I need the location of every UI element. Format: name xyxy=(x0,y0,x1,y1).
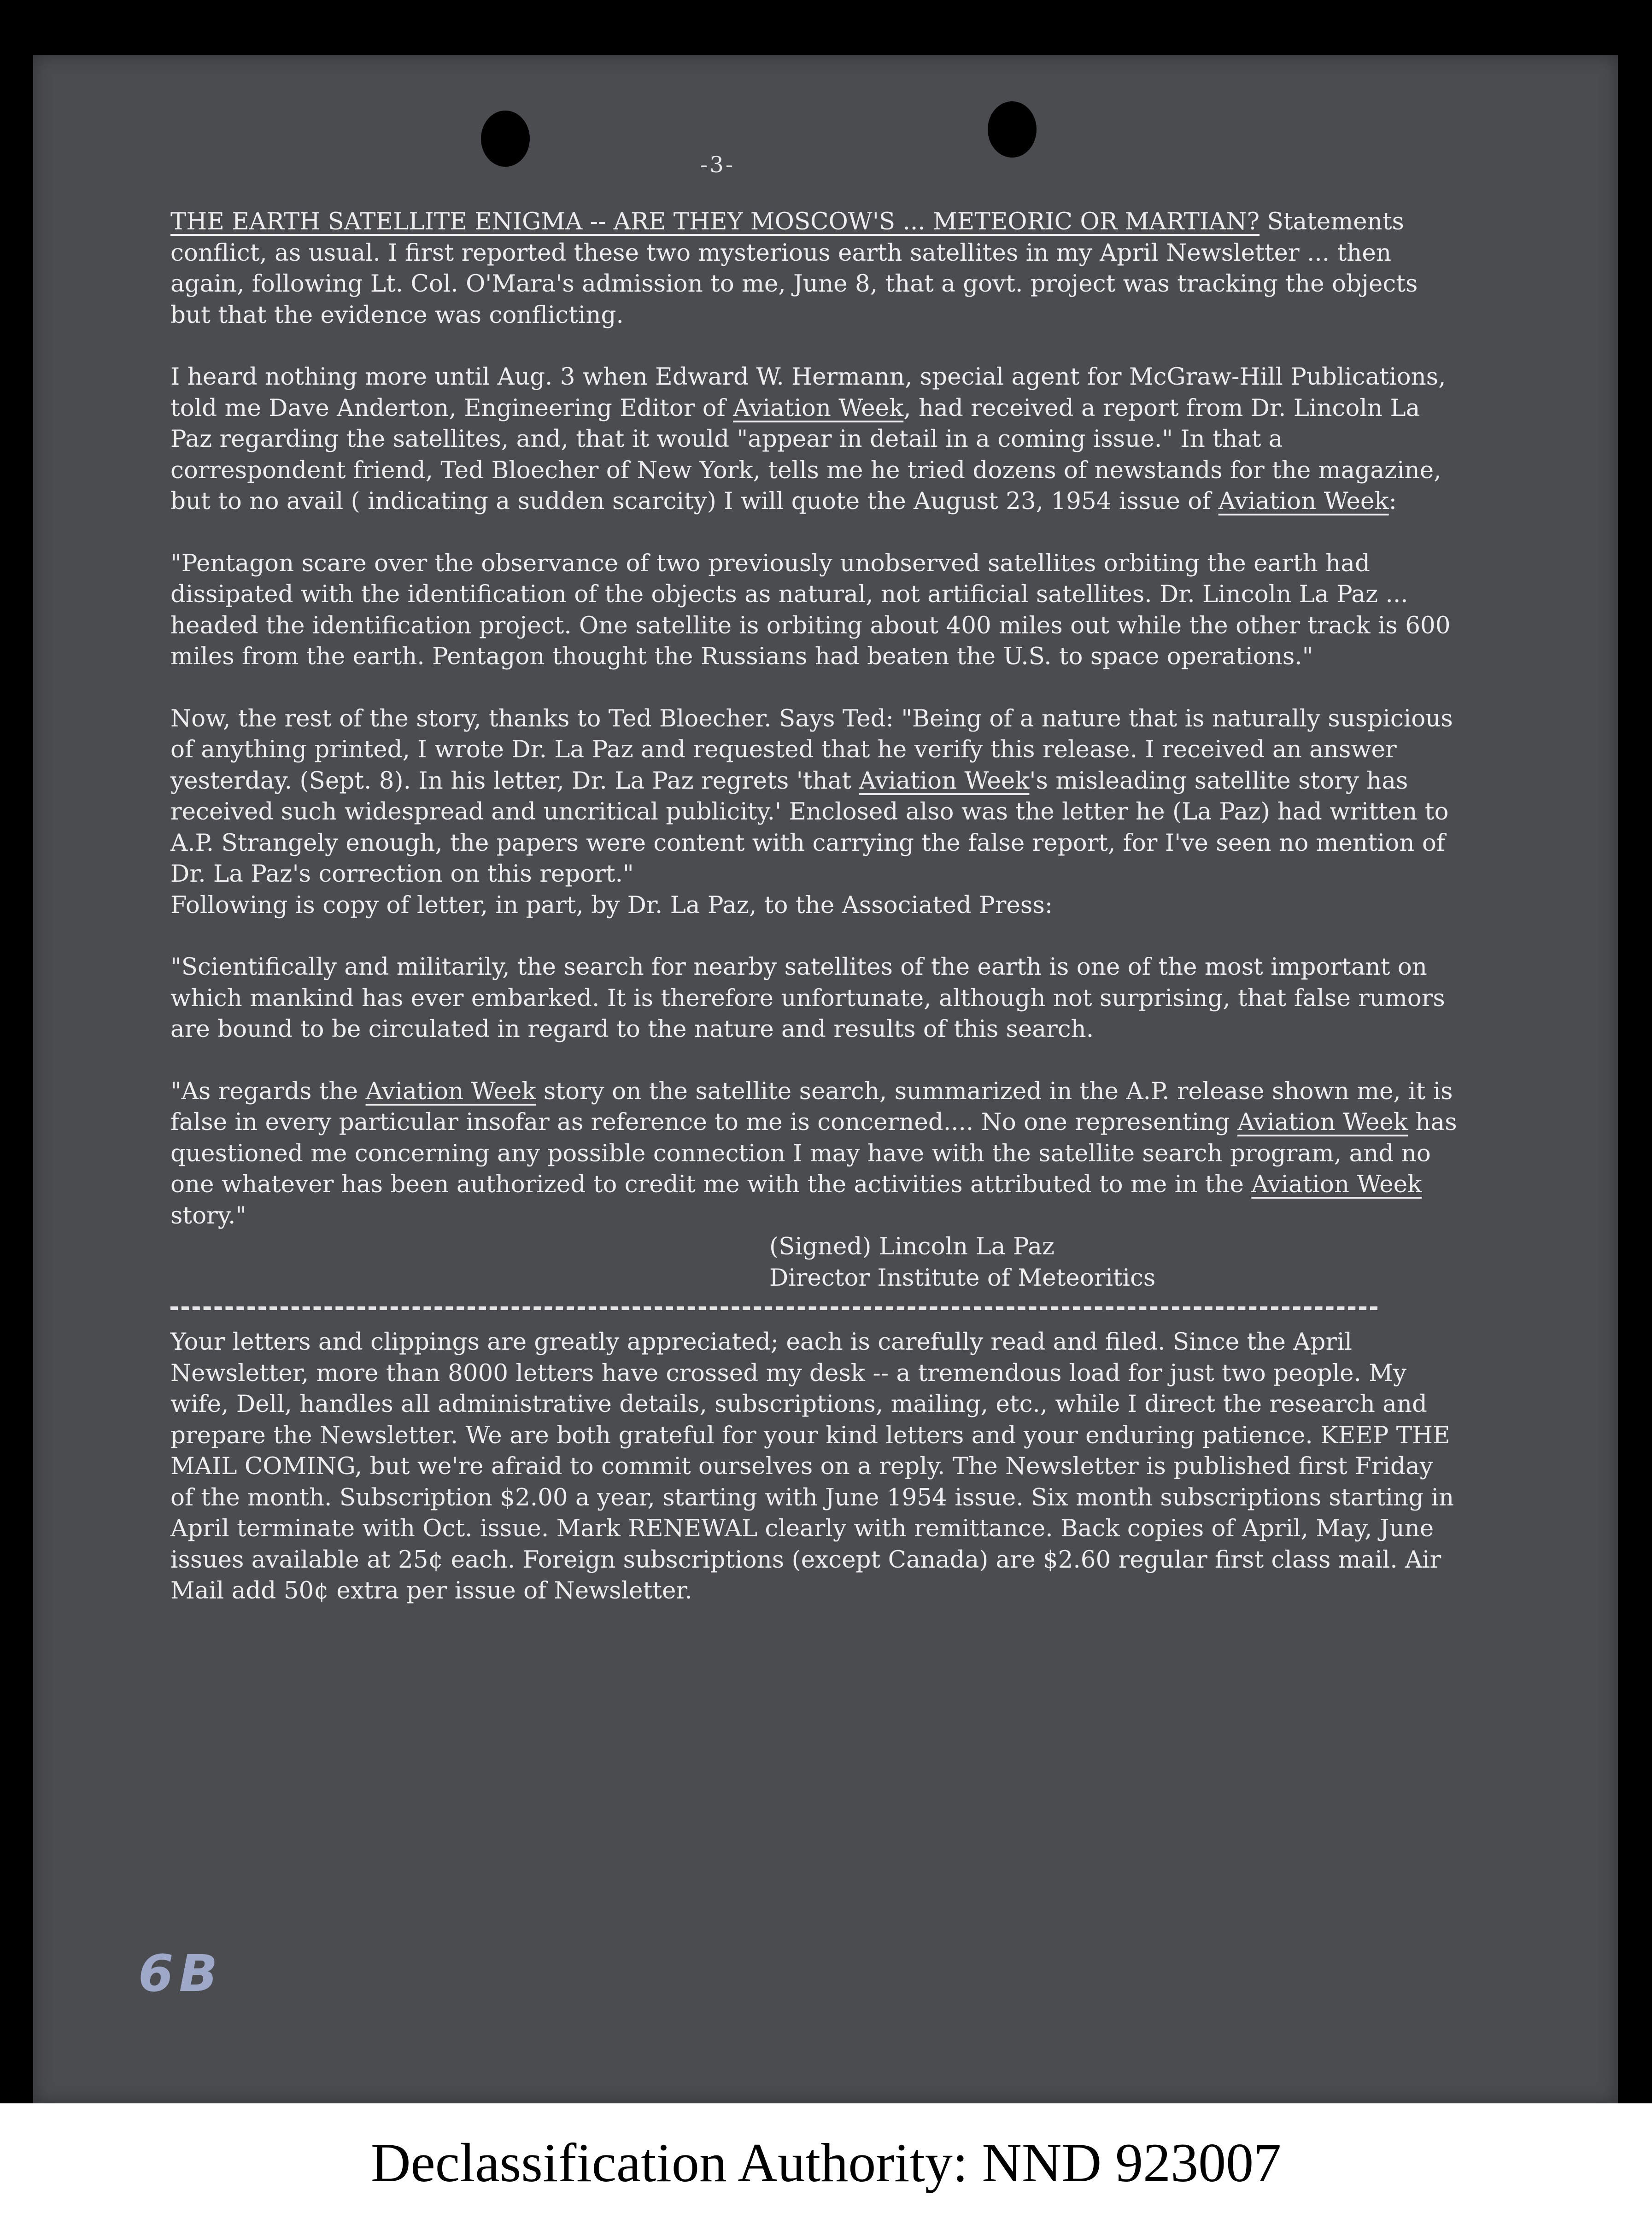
paragraph-text: story on the satellite search, summarized in the A.P. release shown me, it is false in every particular insofar as reference to me is concerned.... No one representing xyxy=(170,1077,1453,1136)
paragraph-hermann-report xyxy=(170,362,1460,517)
paragraph-text: 's misleading satellite story has received such widespread and uncritical publicity.' Enclosed also was the letter he (La Paz) had written to A.P. Strangely enough, the papers were content with carrying the false report, for I've seen no mention of Dr. La Paz's correction on this report." xyxy=(170,767,1449,888)
paragraph-text: Now, the rest of the story, thanks to Ted Bloecher. Says Ted: "Being of a nature that is naturally suspicious of anything printed, I wrote Dr. La Paz and requested that he verify this release. I received an answer yesterday. (Sept. 8). In his letter, Dr. La Paz regrets 'that xyxy=(170,704,1453,795)
signature-title: Director Institute of Meteoritics xyxy=(769,1264,1156,1292)
paragraph-lapaz-letter-2 xyxy=(170,1076,1460,1232)
paragraph-satellite-enigma xyxy=(170,206,1460,331)
paragraph-lapaz-letter-1: "Scientifically and militarily, the search for nearby satellites of the earth is one of the most important on which mankind has ever embarked. It is therefore unfortunate, although not surprising, that false rumors are bound to be circulated in regard to the nature and results of this search. xyxy=(170,953,1445,1043)
paragraph-text: has questioned me concerning any possible connection I may have with the satellite search program, and no one whatever has been authorized to credit me with the activities attributed to me in the xyxy=(170,1108,1457,1198)
article-heading: THE EARTH SATELLITE ENIGMA -- ARE THEY MOSCOW'S ... METEORIC OR MARTIAN? xyxy=(170,208,1260,235)
paragraph-text: , had received a report from Dr. Lincoln La Paz regarding the satellites, and, that it would "appear in detail in a coming issue." In that a correspondent friend, Ted Bloecher of New York, tells me he tried dozens of newstands for the magazine, but to no avail ( indicating a sudden scarcity) I will quote the August 23, 1954 issue of xyxy=(170,394,1441,515)
publication-name: Aviation Week xyxy=(365,1077,536,1105)
paragraph-letter-intro: Following is copy of letter, in part, by Dr. La Paz, to the Associated Press: xyxy=(170,891,1053,919)
paragraph-text: : xyxy=(1388,487,1397,515)
signature-block xyxy=(769,1231,1460,1294)
publication-name: Aviation Week xyxy=(1218,487,1389,515)
newsletter-body xyxy=(170,206,1460,1607)
punch-hole-right xyxy=(988,101,1037,158)
publication-name: Aviation Week xyxy=(859,767,1030,795)
paragraph-bloecher-story xyxy=(170,703,1460,890)
paragraph-pentagon-quote: "Pentagon scare over the observance of two previously unobserved satellites orbiting the earth had dissipated with the identification of the objects as natural, not artificial satellites. Dr. Lincoln La Paz ... headed the identification project. One satellite is orbiting about 400 miles out while the other track is 600 miles from the earth. Pentagon thought the Russians had beaten the U.S. to space operations." xyxy=(170,549,1451,670)
paragraph-text: "As regards the xyxy=(170,1077,366,1105)
publication-name: Aviation Week xyxy=(1251,1171,1422,1198)
punch-hole-left xyxy=(481,111,530,167)
dashed-divider xyxy=(170,1306,1377,1310)
handwritten-mark: 6B xyxy=(138,1944,223,2003)
declassification-authority: Declassification Authority: NND 923007 xyxy=(370,2132,1282,2193)
paragraph-subscriptions: Your letters and clippings are greatly appreciated; each is carefully read and filed. Since the April Newsletter, more than 8000 letters have crossed my desk -- a tremendous load for just two people. My wife, Dell, handles all administrative details, subscriptions, mailing, etc., while I direct the research and prepare the Newsletter. We are both grateful for your kind letters and your enduring patience. KEEP THE MAIL COMING, but we're afraid to commit ourselves on a reply. The Newsletter is published first Friday of the month. Subscription $2.00 a year, starting with June 1954 issue. Six month subscriptions starting in April terminate with Oct. issue. Mark RENEWAL clearly with remittance. Back copies of April, May, June issues available at 25¢ each. Foreign subscriptions (except Canada) are $2.60 regular first class mail. Air Mail add 50¢ extra per issue of Newsletter. xyxy=(170,1328,1454,1604)
publication-name: Aviation Week xyxy=(1237,1108,1408,1136)
paragraph-text: story." xyxy=(170,1201,247,1229)
signature-name: (Signed) Lincoln La Paz xyxy=(769,1233,1055,1260)
publication-name: Aviation Week xyxy=(733,394,904,422)
footer-band xyxy=(0,2103,1652,2213)
page-number: -3- xyxy=(700,152,735,178)
paragraph-text: I heard nothing more until Aug. 3 when Edward W. Hermann, special agent for McGraw-Hill Publications, told me Dave Anderton, Engineering Editor of xyxy=(170,363,1446,422)
paragraph-text: Statements conflict, as usual. I first reported these two mysterious earth satellites in my April Newsletter ... then again, following Lt. Col. O'Mara's admission to me, June 8, that a govt. project was tracking the objects but that the evidence was conflicting. xyxy=(170,208,1418,329)
